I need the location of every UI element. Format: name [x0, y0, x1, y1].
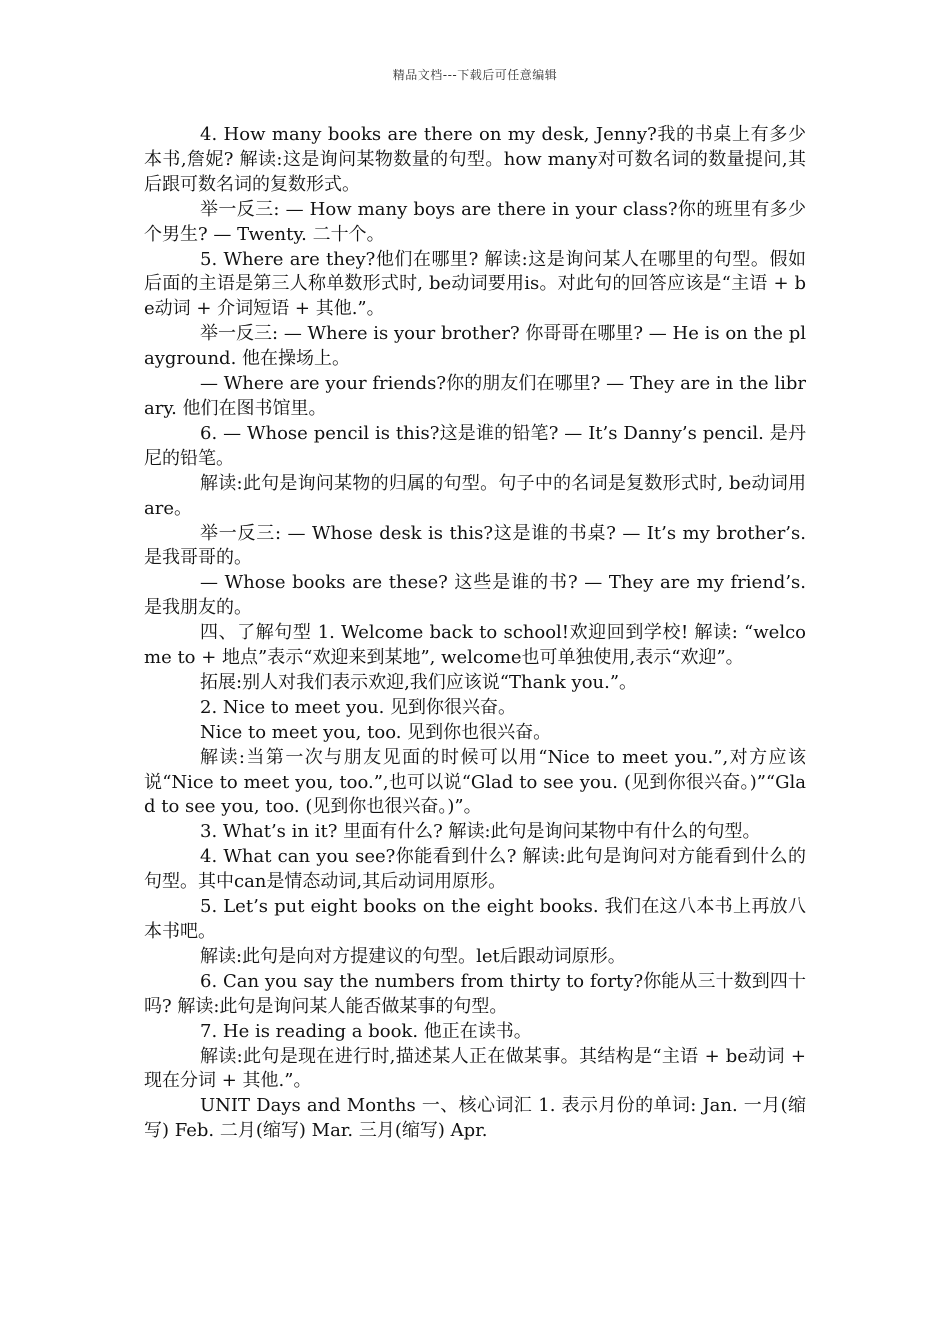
- paragraph: 四、了解句型 1. Welcome back to school!欢迎回到学校! 解读: “welcome to + 地点”表示“欢迎来到某地”, welcome也可单独使用,表示“欢迎”。: [144, 622, 806, 669]
- paragraph: 4. How many books are there on my desk, Jenny?我的书桌上有多少本书,詹妮? 解读:这是询问某物数量的句型。how many对可数名词的数量提问,其后跟可数名词的复数形式。: [144, 124, 806, 195]
- paragraph: 6. Can you say the numbers from thirty to forty?你能从三十数到四十吗? 解读:此句是询问某人能否做某事的句型。: [144, 970, 806, 1017]
- paragraph: UNIT Days and Months 一、核心词汇 1. 表示月份的单词: Jan. 一月(缩写) Feb. 二月(缩写) Mar. 三月(缩写) Apr.: [144, 1095, 806, 1142]
- paragraph: 6. — Whose pencil is this?这是谁的铅笔? — It’s Danny’s pencil. 是丹尼的铅笔。: [144, 422, 806, 469]
- paragraph: 5. Let’s put eight books on the eight books. 我们在这八本书上再放八本书吧。: [144, 896, 806, 942]
- paragraph: — Where are your friends?你的朋友们在哪里? — They are in the library. 他们在图书馆里。: [144, 373, 806, 419]
- paragraph: 解读:此句是现在进行时,描述某人正在做某事。其结构是“主语 + be动词 + 现在分词 + 其他.”。: [144, 1045, 806, 1092]
- paragraph: — Whose books are these? 这些是谁的书? — They are my friend’s. 是我朋友的。: [144, 572, 806, 619]
- paragraph: 5. Where are they?他们在哪里? 解读:这是询问某人在哪里的句型。假如后面的主语是第三人称单数形式时, be动词要用is。对此句的回答应该是“主语 + be动词 + 介词短语 + 其他.”。: [144, 248, 806, 320]
- paragraph: 举一反三: — How many boys are there in your class?你的班里有多少个男生? — Twenty. 二十个。: [144, 198, 806, 245]
- document-body: [144, 123, 806, 1144]
- paragraph: Nice to meet you, too. 见到你也很兴奋。: [200, 721, 552, 743]
- paragraph: 2. Nice to meet you. 见到你很兴奋。: [200, 696, 517, 718]
- paragraph: 4. What can you see?你能看到什么? 解读:此句是询问对方能看到什么的句型。其中can是情态动词,其后动词用原形。: [144, 846, 806, 893]
- paragraph: 拓展:别人对我们表示欢迎,我们应该说“Thank you.”。: [200, 671, 638, 693]
- paragraph: 解读:当第一次与朋友见面的时候可以用“Nice to meet you.”,对方应该说“Nice to meet you, too.”,也可以说“Glad to see you. (见到你很兴奋。)”“Glad to see you, too. (见到你也很兴奋。)”。: [144, 746, 806, 818]
- paragraph: 7. He is reading a book. 他正在读书。: [200, 1020, 532, 1042]
- paragraph: 举一反三: — Where is your brother? 你哥哥在哪里? — He is on the playground. 他在操场上。: [144, 323, 806, 370]
- page-header: 精品文档---下载后可任意编辑: [392, 68, 558, 82]
- paragraph: 解读:此句是询问某物的归属的句型。句子中的名词是复数形式时, be动词用are。: [144, 472, 806, 519]
- paragraph: 解读:此句是向对方提建议的句型。let后跟动词原形。: [200, 945, 626, 967]
- paragraph: 3. What’s in it? 里面有什么? 解读:此句是询问某物中有什么的句型。: [200, 821, 761, 843]
- paragraph: 举一反三: — Whose desk is this?这是谁的书桌? — It’s my brother’s. 是我哥哥的。: [144, 522, 806, 569]
